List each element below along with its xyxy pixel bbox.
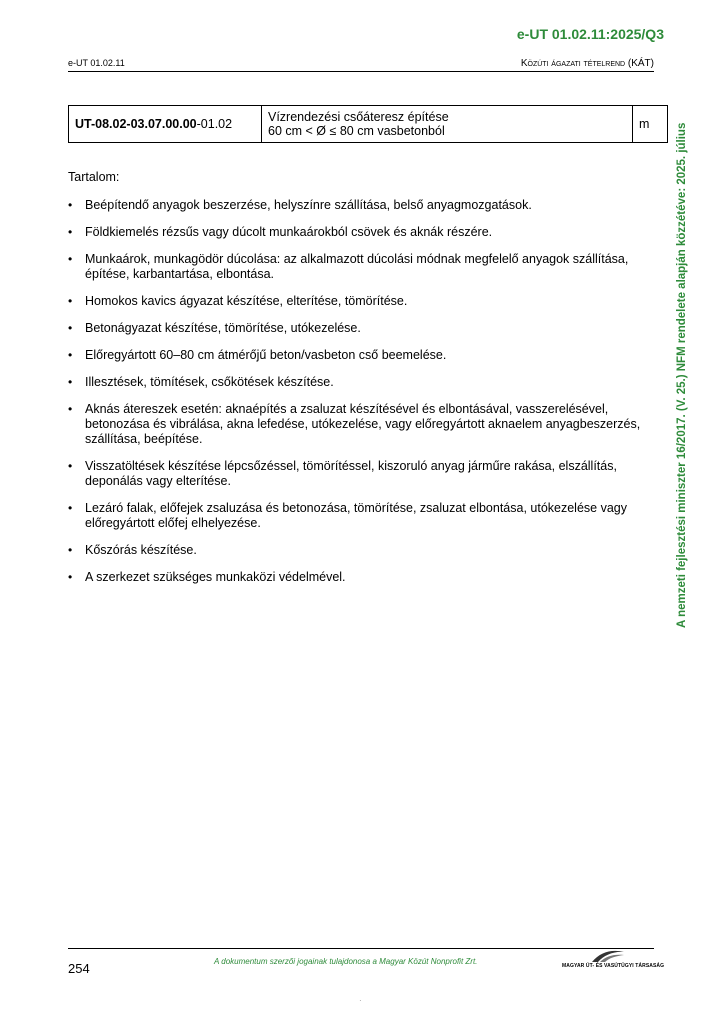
list-item: • A szerkezet szükséges munkaközi védelmével.: [68, 570, 654, 585]
road-swoosh-icon: [590, 948, 626, 964]
item-row: [69, 106, 668, 143]
list-item: • Illesztések, tömítések, csőkötések készítése.: [68, 375, 654, 390]
logo-text: MAGYAR ÚT- ÉS VASÚTÜGYI TÁRSASÁG: [562, 963, 665, 969]
item-code-cell: [69, 106, 262, 143]
bullet-list: [68, 198, 654, 585]
list-item: • Munkaárok, munkagödör dúcolása: az alkalmazott dúcolási módnak megfelelő anyagok szállítása, építése, karbantartása, elbontása.: [68, 252, 654, 282]
document-code: e-UT 01.02.11:2025/Q3: [516, 26, 664, 42]
list-item: • Aknás átereszek esetén: aknaépítés a zsaluzat készítésével és elbontásával, vasszerelésével, betonozása és vibrálása, akna lefedése, utókezelése, vagy előregyártott aknaelem anyagbeszerzés, szállítása, beépítése.: [68, 402, 654, 447]
list-item: • Homokos kavics ágyazat készítése, elterítése, tömörítése.: [68, 294, 654, 309]
list-item: • Betonágyazat készítése, tömörítése, utókezelése.: [68, 321, 654, 336]
company-logo: [562, 948, 665, 972]
page-number: 254: [68, 961, 90, 976]
item-code-suffix: -01.02: [196, 117, 233, 131]
header-left: e-UT 01.02.11: [68, 58, 125, 68]
content-label: Tartalom:: [68, 170, 120, 184]
content-section: [68, 170, 654, 597]
decorative-dot: ·: [359, 996, 362, 1005]
item-title-line1: Vízrendezési csőáteresz építése: [268, 110, 449, 124]
list-item: • Kőszórás készítése.: [68, 543, 654, 558]
copyright-notice: A dokumentum szerzői jogainak tulajdonosa a Magyar Közút Nonprofit Zrt.: [214, 957, 478, 966]
page-header: [68, 58, 654, 72]
list-item: • Visszatöltések készítése lépcsőzéssel, tömörítéssel, kiszoruló anyag járműre rakása, elszállítás, deponálás vagy elterítése.: [68, 459, 654, 489]
list-item: • Lezáró falak, előfejek zsaluzása és betonozása, tömörítése, zsaluzat elbontása, utókezelése vagy előregyártott előfej elhelyezése.: [68, 501, 654, 531]
item-title-cell: [262, 106, 633, 143]
list-item: • Beépítendő anyagok beszerzése, helyszínre szállítása, belső anyagmozgatások.: [68, 198, 654, 213]
side-publication-note: A nemzeti fejlesztési miniszter 16/2017. (V. 25.) NFM rendelete alapján közzétéve: 2025. július: [676, 122, 688, 628]
item-code-main: UT-08.02-03.07.00.00: [75, 117, 197, 131]
item-table: [68, 105, 668, 143]
list-item: • Előregyártott 60–80 cm átmérőjű beton/vasbeton cső beemelése.: [68, 348, 654, 363]
header-right: Közúti ágazati tételrend (KÁT): [520, 58, 654, 69]
item-unit-cell: m: [633, 106, 668, 143]
item-title-line2: 60 cm < Ø ≤ 80 cm vasbetonból: [268, 124, 445, 138]
list-item: • Földkiemelés rézsűs vagy dúcolt munkaárokból csövek és aknák részére.: [68, 225, 654, 240]
